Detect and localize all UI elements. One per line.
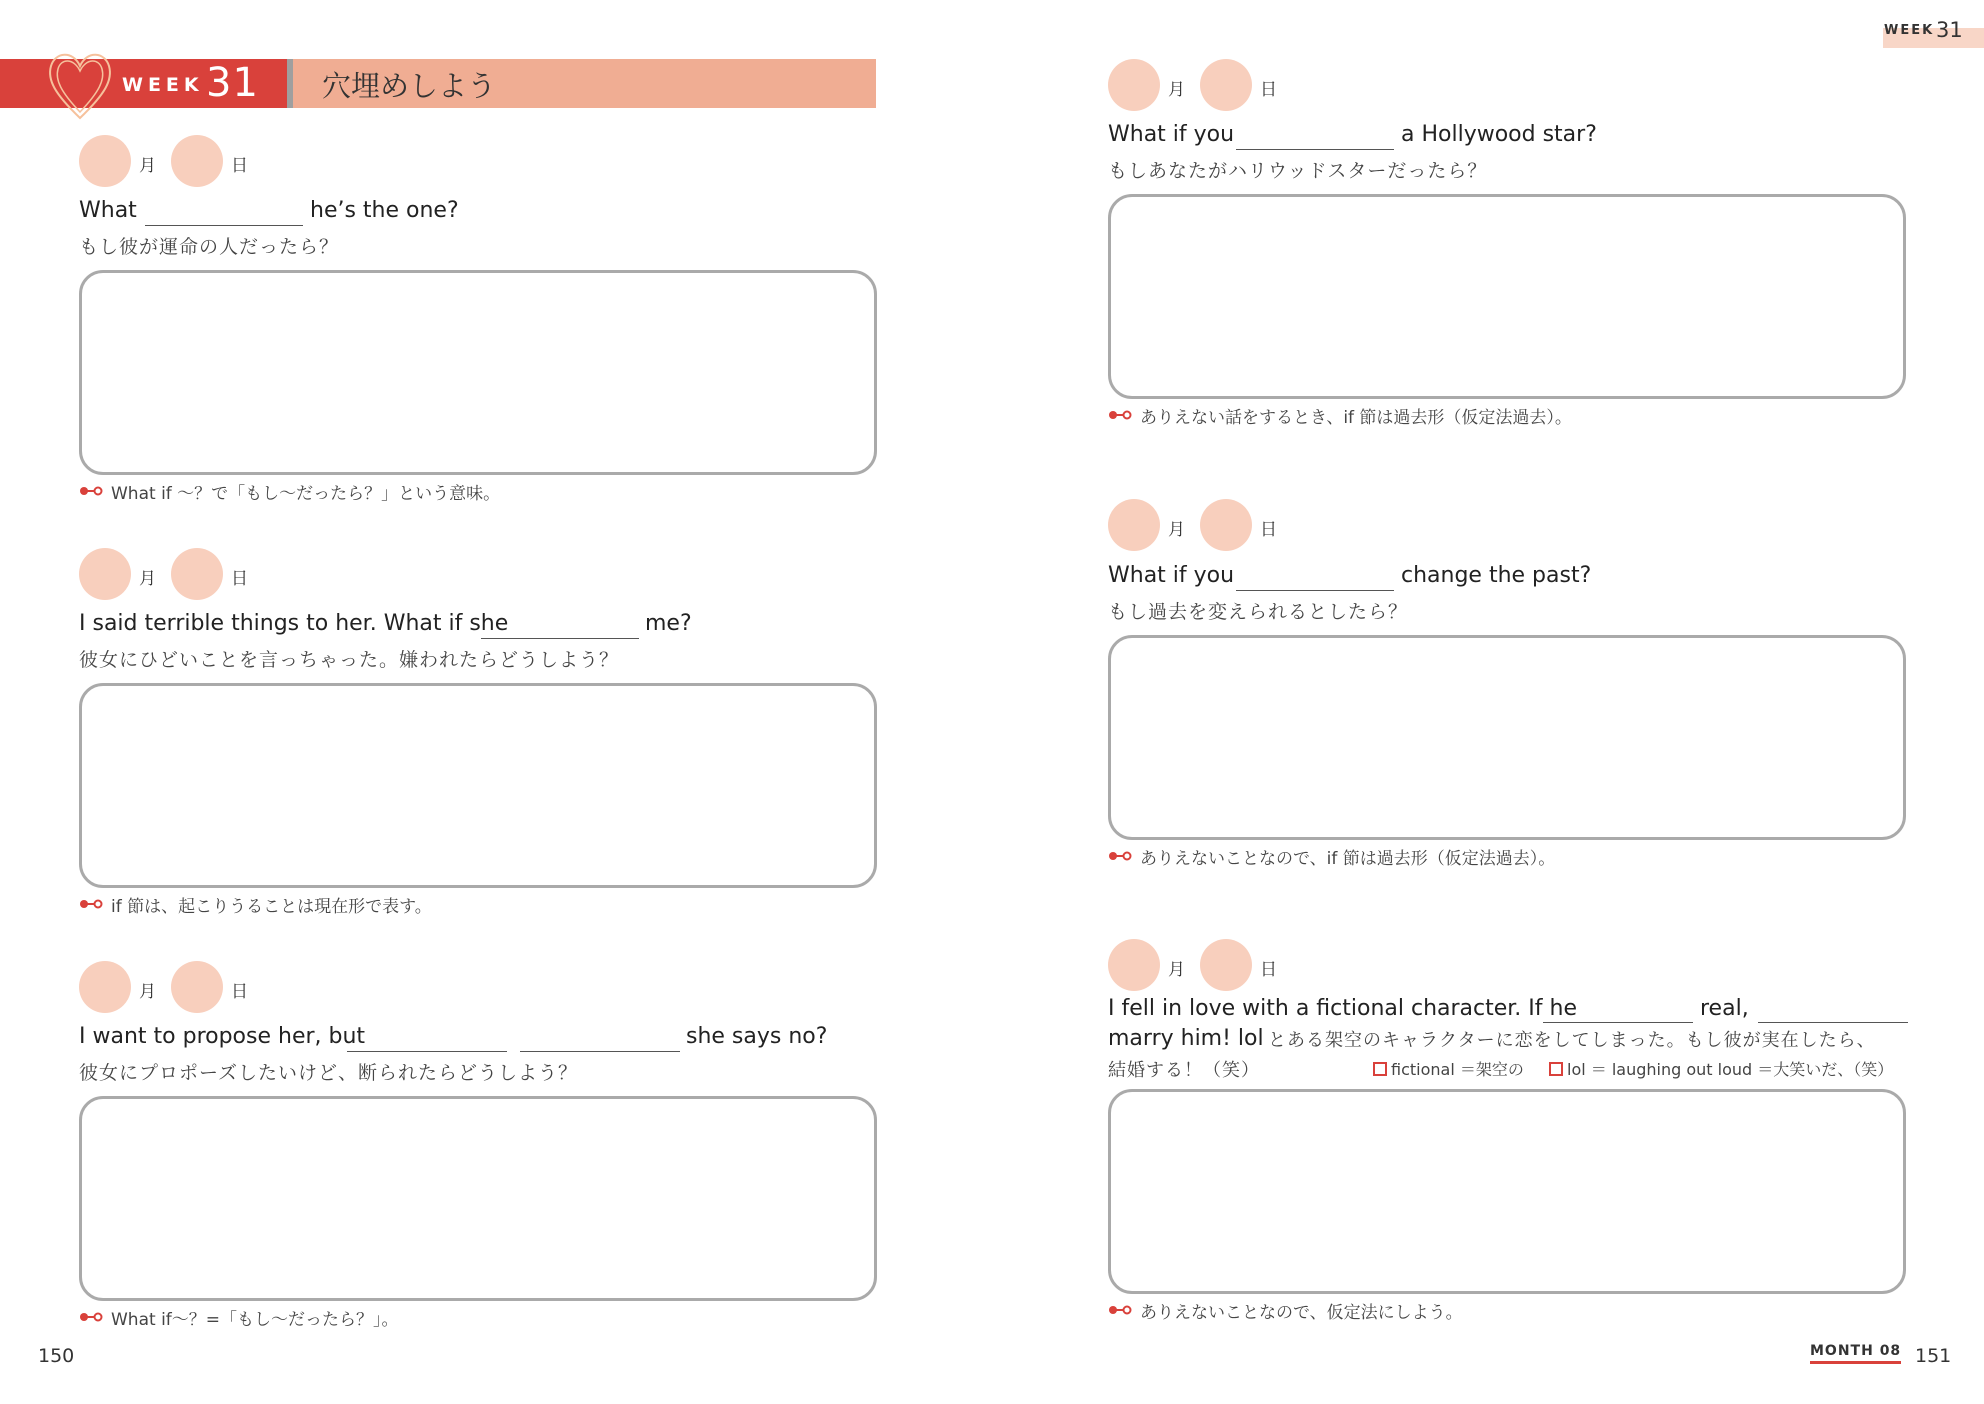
japanese-translation: 結婚する！（笑） bbox=[1108, 1060, 1260, 1081]
month-input-circle[interactable] bbox=[79, 961, 131, 1013]
japanese-translation: 彼女にひどいことを言っちゃった。嫌われたらどうしよう？ bbox=[79, 649, 620, 671]
day-label: 日 bbox=[231, 982, 248, 1002]
day-label: 日 bbox=[231, 569, 248, 589]
day-input-circle[interactable] bbox=[1200, 499, 1252, 551]
question-text: What bbox=[79, 198, 137, 223]
page-title: 穴埋めしよう bbox=[322, 69, 497, 103]
question-text: marry him! lol bbox=[1108, 1026, 1264, 1051]
checkbox-icon bbox=[1549, 1062, 1563, 1076]
question-text: What if you bbox=[1108, 563, 1235, 588]
japanese-translation: もし過去を変えられるとしたら？ bbox=[1108, 601, 1409, 623]
month-input-circle[interactable] bbox=[79, 548, 131, 600]
japanese-translation: もし彼が運命の人だったら？ bbox=[79, 236, 340, 258]
answer-blank[interactable] bbox=[347, 1051, 507, 1052]
day-label: 日 bbox=[231, 156, 248, 176]
answer-blank[interactable] bbox=[1236, 149, 1394, 150]
month-label: 月 bbox=[139, 982, 156, 1002]
day-label: 日 bbox=[1260, 960, 1277, 980]
month-label: 月 bbox=[1168, 80, 1185, 100]
question-text: I fell in love with a fictional character. If he bbox=[1108, 996, 1577, 1021]
question-text: she says no? bbox=[686, 1024, 828, 1049]
heart-icon bbox=[45, 44, 115, 122]
week-number: 31 bbox=[206, 60, 259, 106]
question-text: What if you bbox=[1108, 122, 1235, 147]
question-text: me? bbox=[645, 611, 692, 636]
month-label: 月 bbox=[1168, 520, 1185, 540]
question-text: I want to propose her, but bbox=[79, 1024, 366, 1049]
day-label: 日 bbox=[1260, 80, 1277, 100]
left-page-number: 150 bbox=[38, 1345, 75, 1367]
checkbox-icon bbox=[1373, 1062, 1387, 1076]
vocab-item bbox=[1373, 1057, 1524, 1080]
grammar-note: What if ～？で「もし～だったら？」という意味。 bbox=[111, 484, 501, 504]
answer-blank[interactable] bbox=[520, 1051, 680, 1052]
month-input-circle[interactable] bbox=[1108, 59, 1160, 111]
question-text: I said terrible things to her. What if she bbox=[79, 611, 509, 636]
question-text: a Hollywood star? bbox=[1401, 122, 1597, 147]
answer-blank[interactable] bbox=[1543, 1022, 1693, 1023]
answer-blank[interactable] bbox=[481, 638, 639, 639]
japanese-translation: 彼女にプロポーズしたいけど、断られたらどうしよう？ bbox=[79, 1062, 579, 1084]
japanese-translation: とある架空のキャラクターに恋をしてしまった。もし彼が実在したら、 bbox=[1268, 1030, 1876, 1051]
answer-blank[interactable] bbox=[1236, 590, 1394, 591]
month-label: 月 bbox=[139, 156, 156, 176]
grammar-note: What if～？=「もし～だったら？」。 bbox=[111, 1310, 399, 1330]
grammar-note: if 節は、起こりうることは現在形で表す。 bbox=[111, 897, 432, 917]
note-icon bbox=[1108, 851, 1132, 861]
note-icon bbox=[1108, 410, 1132, 420]
vocab-text: fictional ＝架空の bbox=[1391, 1060, 1524, 1079]
question-text: real, bbox=[1700, 996, 1749, 1021]
note-icon bbox=[79, 1312, 103, 1322]
answer-blank[interactable] bbox=[145, 225, 303, 226]
question-text: he’s the one? bbox=[310, 198, 459, 223]
answer-box[interactable] bbox=[79, 683, 877, 888]
grammar-note: ありえないことなので、仮定法にしよう。 bbox=[1140, 1303, 1463, 1323]
month-input-circle[interactable] bbox=[1108, 499, 1160, 551]
week-label: WEEK bbox=[122, 74, 204, 96]
note-icon bbox=[79, 899, 103, 909]
week-marker-label: WEEK bbox=[1884, 23, 1935, 38]
grammar-note: ありえない話をするとき、if 節は過去形（仮定法過去）。 bbox=[1140, 408, 1572, 428]
vocab-item bbox=[1549, 1057, 1893, 1080]
day-input-circle[interactable] bbox=[171, 548, 223, 600]
answer-box[interactable] bbox=[1108, 194, 1906, 399]
note-icon bbox=[79, 486, 103, 496]
japanese-translation: もしあなたがハリウッドスターだったら？ bbox=[1108, 160, 1488, 182]
day-label: 日 bbox=[1260, 520, 1277, 540]
day-input-circle[interactable] bbox=[1200, 939, 1252, 991]
note-icon bbox=[1108, 1305, 1132, 1315]
vocab-text: lol ＝ laughing out loud ＝大笑いだ、（笑） bbox=[1567, 1060, 1894, 1079]
grammar-note: ありえないことなので、if 節は過去形（仮定法過去）。 bbox=[1140, 849, 1556, 869]
answer-box[interactable] bbox=[79, 1096, 877, 1301]
answer-box[interactable] bbox=[1108, 635, 1906, 840]
month-input-circle[interactable] bbox=[1108, 939, 1160, 991]
month-label: MONTH 08 bbox=[1810, 1343, 1901, 1364]
day-input-circle[interactable] bbox=[171, 135, 223, 187]
week-marker-number: 31 bbox=[1936, 18, 1963, 42]
month-label: 月 bbox=[139, 569, 156, 589]
right-page-number: 151 bbox=[1915, 1345, 1952, 1367]
day-input-circle[interactable] bbox=[1200, 59, 1252, 111]
answer-box[interactable] bbox=[79, 270, 877, 475]
question-text: change the past? bbox=[1401, 563, 1592, 588]
day-input-circle[interactable] bbox=[171, 961, 223, 1013]
answer-blank[interactable] bbox=[1758, 1022, 1908, 1023]
answer-box[interactable] bbox=[1108, 1089, 1906, 1294]
month-input-circle[interactable] bbox=[79, 135, 131, 187]
month-label: 月 bbox=[1168, 960, 1185, 980]
